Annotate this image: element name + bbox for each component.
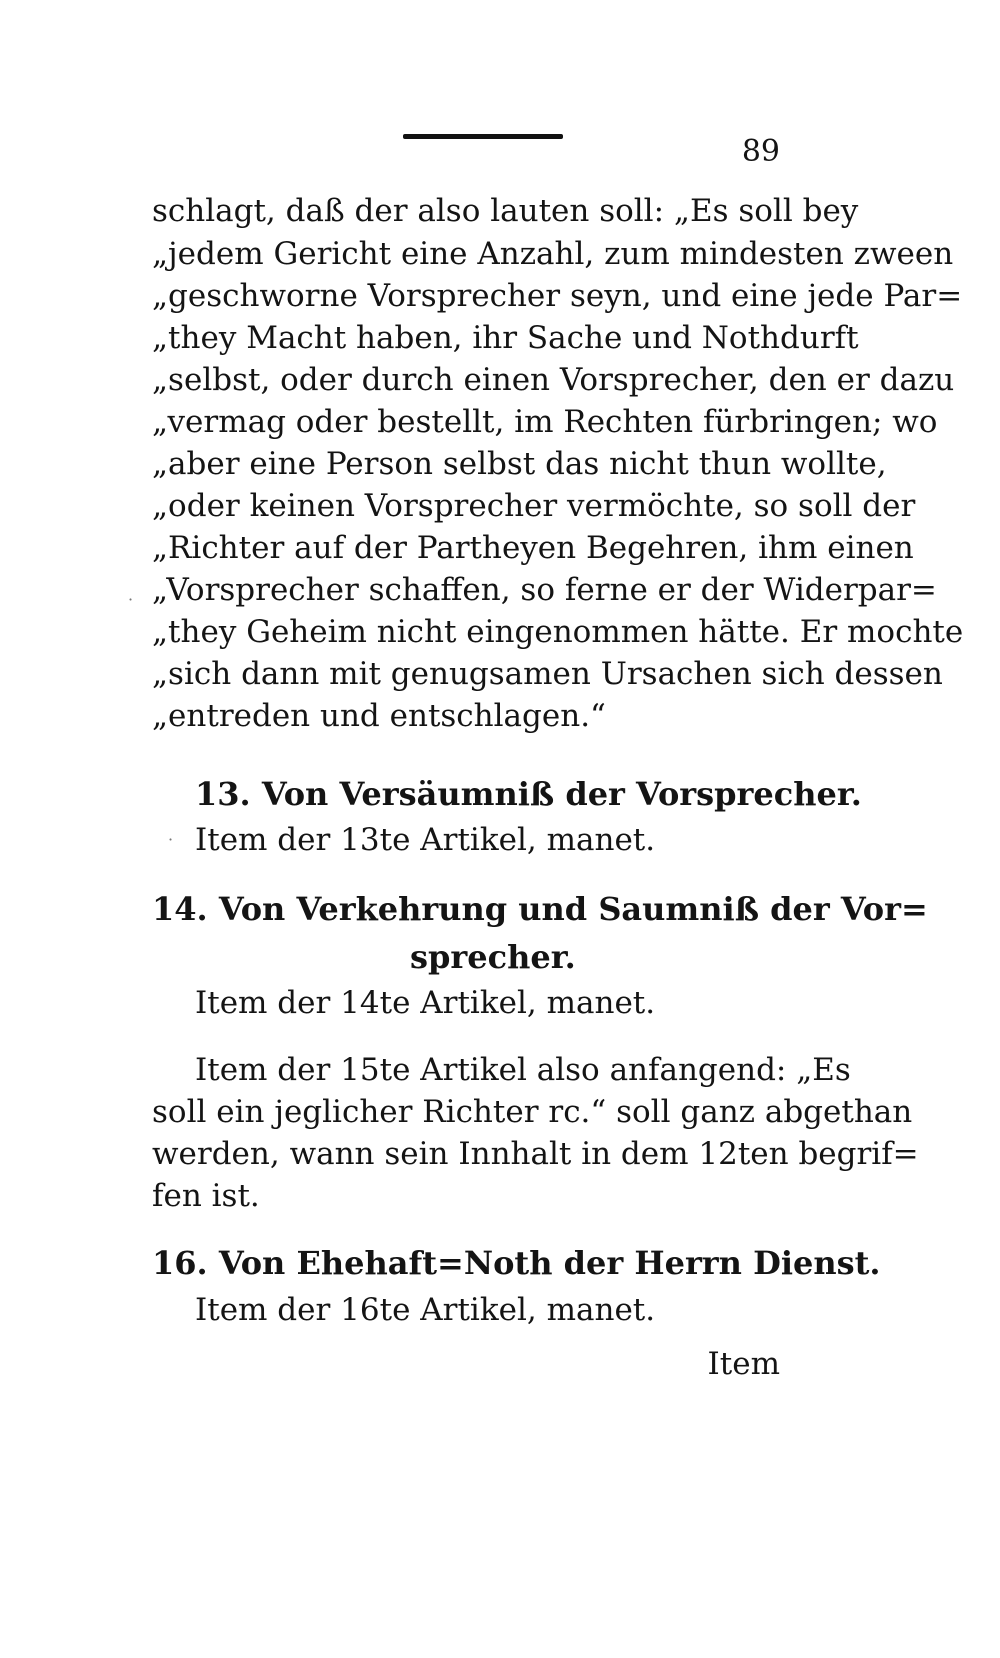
para1-line-3: „geschworne Vorsprecher seyn, und eine jede Par= — [152, 278, 963, 314]
page-number: 89 — [741, 134, 780, 169]
para1-line-7: „aber eine Person selbst das nicht thun wollte, — [152, 446, 887, 482]
section-13-heading: 13. Von Versäumniß der Vorsprecher. — [195, 775, 862, 813]
catchword: Item — [707, 1346, 780, 1382]
section-14-body: Item der 14te Artikel, manet. — [195, 985, 656, 1021]
para1-line-5: „selbst, oder durch einen Vorsprecher, den er dazu — [152, 362, 955, 398]
para1-line-9: „Richter auf der Partheyen Begehren, ihm einen — [152, 530, 914, 566]
section-16-heading: 16. Von Ehehaft=Noth der Herrn Dienst. — [152, 1244, 881, 1282]
section-14-heading-line-2: sprecher. — [410, 938, 576, 976]
para1-line-11: „they Geheim nicht eingenommen hätte. Er mochte — [152, 614, 964, 650]
para1-line-1: schlagt, daß der also lauten soll: „Es soll bey — [152, 193, 859, 229]
header-rule — [403, 134, 563, 139]
section-13-body: Item der 13te Artikel, manet. — [195, 822, 656, 858]
para15-line-4: fen ist. — [152, 1178, 260, 1214]
para1-line-2: „jedem Gericht eine Anzahl, zum mindesten zween — [152, 236, 954, 272]
section-16-body: Item der 16te Artikel, manet. — [195, 1292, 656, 1328]
para1-line-8: „oder keinen Vorsprecher vermöchte, so soll der — [152, 488, 916, 524]
para15-line-3: werden, wann sein Innhalt in dem 12ten begrif= — [152, 1136, 919, 1172]
section-14-heading-line-1: 14. Von Verkehrung und Saumniß der Vor= — [152, 890, 928, 928]
para15-line-2: soll ein jeglicher Richter rc.“ soll ganz abgethan — [152, 1094, 913, 1130]
margin-dot: · — [128, 590, 134, 609]
para1-line-6: „vermag oder bestellt, im Rechten fürbringen; wo — [152, 404, 938, 440]
para15-line-1: Item der 15te Artikel also anfangend: „Es — [195, 1052, 851, 1088]
para1-line-12: „sich dann mit genugsamen Ursachen sich dessen — [152, 656, 943, 692]
margin-dot: · — [168, 830, 174, 849]
para1-line-13: „entreden und entschlagen.“ — [152, 698, 606, 734]
para1-line-4: „they Macht haben, ihr Sache und Nothdurft — [152, 320, 859, 356]
para1-line-10: „Vorsprecher schaffen, so ferne er der Widerpar= — [152, 572, 937, 608]
